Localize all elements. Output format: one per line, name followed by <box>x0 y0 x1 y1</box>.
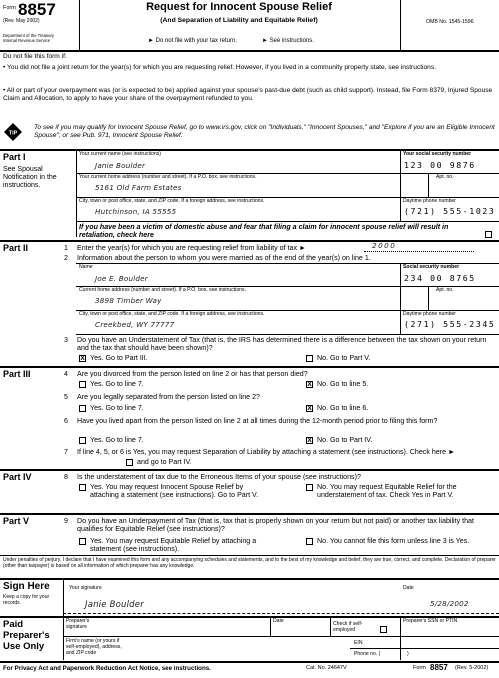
p3-line7-checkbox[interactable] <box>126 459 133 466</box>
p3-line5-num: 5 <box>64 393 68 401</box>
irs: Internal Revenue Service <box>3 38 51 43</box>
p2-line3-no-label: No. Go to Part V. <box>317 354 371 362</box>
signature-label: Your signature <box>69 585 102 591</box>
p5-line9-text: Do you have an Underpayment of Tax (that is, tax that is properly shown on your return but not paid) or another tax liability that qualifies for Equitable Relief (see instructions)? <box>77 517 474 534</box>
sign-here-title: Sign Here <box>3 581 50 592</box>
p3-line6-yes-checkbox[interactable] <box>79 437 86 444</box>
do-not-file-note: ► Do not file with your tax return. <box>148 38 237 44</box>
p1-address-value[interactable]: 5161 Old Farm Estates <box>95 183 182 192</box>
omb-number: OMB No. 1545-1596 <box>426 19 474 25</box>
p3-line6-text: Have you lived apart from the person listed on line 2 at all times during the 12-month period prior to filing this form? <box>77 417 438 425</box>
domestic-abuse-checkbox[interactable] <box>485 231 492 238</box>
p3-line5-no-checkbox[interactable] <box>306 405 313 412</box>
p2-line1-num: 1 <box>64 244 68 252</box>
preparer-title-3: Use Only <box>3 641 45 652</box>
form-revision: (Rev. May 2002) <box>3 18 40 24</box>
p5-line9-yes-label: Yes. You may request Equitable Relief by attaching a statement (see instructions). <box>90 537 257 554</box>
catalog-number: Cat. No. 24647V <box>306 665 347 671</box>
p2-apt-label: Apt. no. <box>436 287 454 293</box>
p3-line5-no-mark: X <box>307 405 312 412</box>
p4-line8-yes-checkbox[interactable] <box>79 484 86 491</box>
p2-line2-text: Information about the person to whom you were married as of the end of the year(s) on line 1. <box>77 254 371 262</box>
p3-line4-num: 4 <box>64 370 68 378</box>
p2-line3-num: 3 <box>64 336 68 344</box>
p1-apt-label: Apt. no. <box>436 174 454 180</box>
preparer-ptin-label: Preparer's SSN or PTIN <box>403 618 458 624</box>
self-employed-label: Check if self-employed <box>333 621 363 633</box>
preparer-sig-label: Preparer's signature <box>66 618 90 630</box>
p4-line8-text: Is the understatement of tax due to the Erroneous Items of your spouse (see instructions)? <box>77 473 361 481</box>
p3-line4-no-checkbox[interactable] <box>306 381 313 388</box>
p4-line8-no-checkbox[interactable] <box>306 484 313 491</box>
preparer-date-label: Date <box>273 618 284 624</box>
p5-line9-no-label: No. You cannot file this form unless line 3 is Yes. <box>317 537 470 545</box>
p5-line9-num: 9 <box>64 517 68 525</box>
p3-line7-tail: and go to Part IV. <box>137 458 192 466</box>
p3-line5-no-label: No. Go to line 6. <box>317 404 369 412</box>
p3-line5-text: Are you legally separated from the person listed on line 2? <box>77 393 260 401</box>
p3-line5-yes-label: Yes. Go to line 7. <box>90 404 144 412</box>
sign-keep-copy: Keep a copy for your records. <box>3 594 50 606</box>
p2-line3-yes-label: Yes. Go to Part III. <box>90 354 148 362</box>
preparer-phone-close: ) <box>407 651 409 657</box>
p3-line4-yes-checkbox[interactable] <box>79 381 86 388</box>
perjury-statement: Under penalties of perjury, I declare that I have examined this form and any accompanying schedules and statements, and to the best of my knowledge and belief, they are true, correct, and complete. Declaration of preparer (other than taxpayer) is based on all information of which preparer has any knowledge. <box>3 557 496 569</box>
privacy-notice: For Privacy Act and Paperwork Reduction Act Notice, see instructions. <box>3 665 211 672</box>
form-subtitle: (And Separation of Liability and Equitable Relief) <box>160 17 318 24</box>
p2-ssn-label: Social security number <box>403 264 460 270</box>
p2-city-value[interactable]: Creekbed, WY 77777 <box>95 320 175 329</box>
p3-line6-num: 6 <box>64 417 68 425</box>
p2-line1-years[interactable]: 2000 <box>372 241 397 250</box>
p1-address-label: Your current home address (number and street). If a P.O. box, see instructions. <box>79 174 257 180</box>
p1-name-value[interactable]: Janie Boulder <box>95 161 146 170</box>
firm-label: Firm's name (or yours if self-employed), address, and ZIP code <box>66 638 122 656</box>
p1-city-value[interactable]: Hutchinson, IA 55555 <box>95 207 177 216</box>
p2-line3-yes-checkbox[interactable] <box>79 355 86 362</box>
p3-line4-no-mark: X <box>307 381 312 388</box>
footer-revision: (Rev. 5-2002) <box>455 665 489 671</box>
intro-bullet-1: • You did not file a joint return for the year(s) for which you are requesting relief. However, if you lived in a community property state, see instructions. <box>3 64 436 71</box>
preparer-title-2: Preparer's <box>3 630 50 641</box>
p4-line8-no-label: No. You may request Equitable Relief for the understatement of tax. Check Yes in Part V. <box>317 483 457 500</box>
p2-address-label: Current home address (number and street). If a P.O. box, see instructions. <box>79 287 246 293</box>
p3-line4-yes-label: Yes. Go to line 7. <box>90 380 144 388</box>
tip-text: To see if you may qualify for Innocent Spouse Relief, go to www.irs.gov, click on "Individuals," "Innocent Spouses," and "Explore if you are an Eligible Innocent Spouse"; or see Pub. 971, Innocent Spouse Relief. <box>34 124 495 139</box>
p3-line4-text: Are you divorced from the person listed on line 2 or has that person died? <box>77 370 308 378</box>
part-1-label: Part I <box>3 152 26 162</box>
p4-line8-yes-label: Yes. You may request Innocent Spouse Relief by attaching a statement (see instructions). Go to Part V. <box>90 483 259 500</box>
p4-line8-num: 8 <box>64 473 68 481</box>
p2-line2-num: 2 <box>64 254 68 262</box>
sign-date-value[interactable]: 5/28/2002 <box>430 599 469 608</box>
p3-line5-yes-checkbox[interactable] <box>79 405 86 412</box>
p2-line3-yes-mark: X <box>80 355 85 362</box>
p3-line6-no-label: No. Go to Part IV. <box>317 436 373 444</box>
p1-phone-value[interactable]: (721) 555-1023 <box>404 206 496 216</box>
form-word: Form <box>3 5 16 11</box>
p2-city-label: City, town or post office, state, and ZIP code. If a foreign address, see instructions. <box>79 311 265 317</box>
footer-form-word: Form <box>413 665 426 671</box>
part-5-label: Part V <box>3 516 30 526</box>
p2-phone-value[interactable]: (271) 555-2345 <box>404 319 496 329</box>
p1-ssn-value[interactable]: 123 00 9876 <box>404 160 476 170</box>
p2-name-value[interactable]: Joe E. Boulder <box>95 274 148 283</box>
intro-bullet-1-text: You did not file a joint return for the year(s) for which you are requesting relief. However, if you lived in a community property state, see instructions. <box>7 64 436 71</box>
form-title: Request for Innocent Spouse Relief <box>146 1 332 13</box>
p3-line7-text: If line 4, 5, or 6 is Yes, you may request Separation of Liability by attaching a statement (see instructions). Check here ► <box>77 448 456 456</box>
intro-bullet-2: • All or part of your overpayment was (or is expected to be) applied against your spouse's past-due debt (such as child support). Instead, file Form 8379, Injured Spouse Claim and Allocation, to apply to have your share of the overpayment refunded to you. <box>3 87 493 102</box>
p3-line7-num: 7 <box>64 448 68 456</box>
p5-line9-no-checkbox[interactable] <box>306 538 313 545</box>
p3-line6-no-checkbox[interactable] <box>306 437 313 444</box>
footer-form-number: 8857 <box>430 663 448 672</box>
p2-address-value[interactable]: 3898 Timber Way <box>95 296 162 305</box>
part-3-label: Part III <box>3 369 31 379</box>
p5-line9-yes-checkbox[interactable] <box>79 538 86 545</box>
preparer-phone-label: Phone no. ( <box>354 651 381 657</box>
sign-date-label: Date <box>403 585 414 591</box>
tip-label: TIP <box>8 130 18 137</box>
p2-line3-text: Do you have an Understatement of Tax (that is, the IRS has determined there is a difference between the tax shown on your return and the tax that should have been shown)? <box>77 336 487 353</box>
part-4-label: Part IV <box>3 472 32 482</box>
p2-ssn-value[interactable]: 234 00 8765 <box>404 273 476 283</box>
p3-line6-no-mark: X <box>307 437 312 444</box>
p1-ssn-label: Your social security number <box>403 151 472 157</box>
preparer-title-1: Paid <box>3 619 24 630</box>
part-2-label: Part II <box>3 243 29 253</box>
p1-name-label: Your current name (see instructions) <box>79 151 161 157</box>
form-number: 8857 <box>18 0 56 19</box>
p2-line3-no-checkbox[interactable] <box>306 355 313 362</box>
tip-icon <box>4 123 22 141</box>
p2-phone-label: Daytime phone number <box>403 311 456 317</box>
p1-city-label: City, town or post office, state, and ZIP code. If a foreign address, see instructions. <box>79 198 265 204</box>
signature-value[interactable]: Janie Boulder <box>85 600 144 610</box>
ein-label: EIN <box>354 640 363 646</box>
p2-line1-text: Enter the year(s) for which you are requesting relief from liability of tax ► <box>77 244 306 252</box>
p1-phone-label: Daytime phone number <box>403 198 456 204</box>
p2-name-label: Name <box>79 264 93 270</box>
domestic-abuse-note: If you have been a victim of domestic abuse and fear that filing a claim for innocent spouse relief will result in retaliation, check here <box>79 223 449 240</box>
intro-bullet-2-text: All or part of your overpayment was (or is expected to be) applied against your spouse's past-due debt (such as child support). Instead, file Form 8379, Injured Spouse Claim and Allocation, to apply to have your share of the overpayment refunded to you. <box>3 87 493 102</box>
p3-line4-no-label: No. Go to line 5. <box>317 380 369 388</box>
see-instructions-note: ► See instructions. <box>262 38 314 44</box>
p3-line6-yes-label: Yes. Go to line 7. <box>90 436 144 444</box>
self-employed-checkbox[interactable] <box>380 626 387 633</box>
department: Department of the Treasury <box>3 33 54 38</box>
do-not-file-heading: Do not file this form if: <box>3 53 67 60</box>
part-1-side-note: See Spousal Notification in the instructions. <box>3 166 57 190</box>
